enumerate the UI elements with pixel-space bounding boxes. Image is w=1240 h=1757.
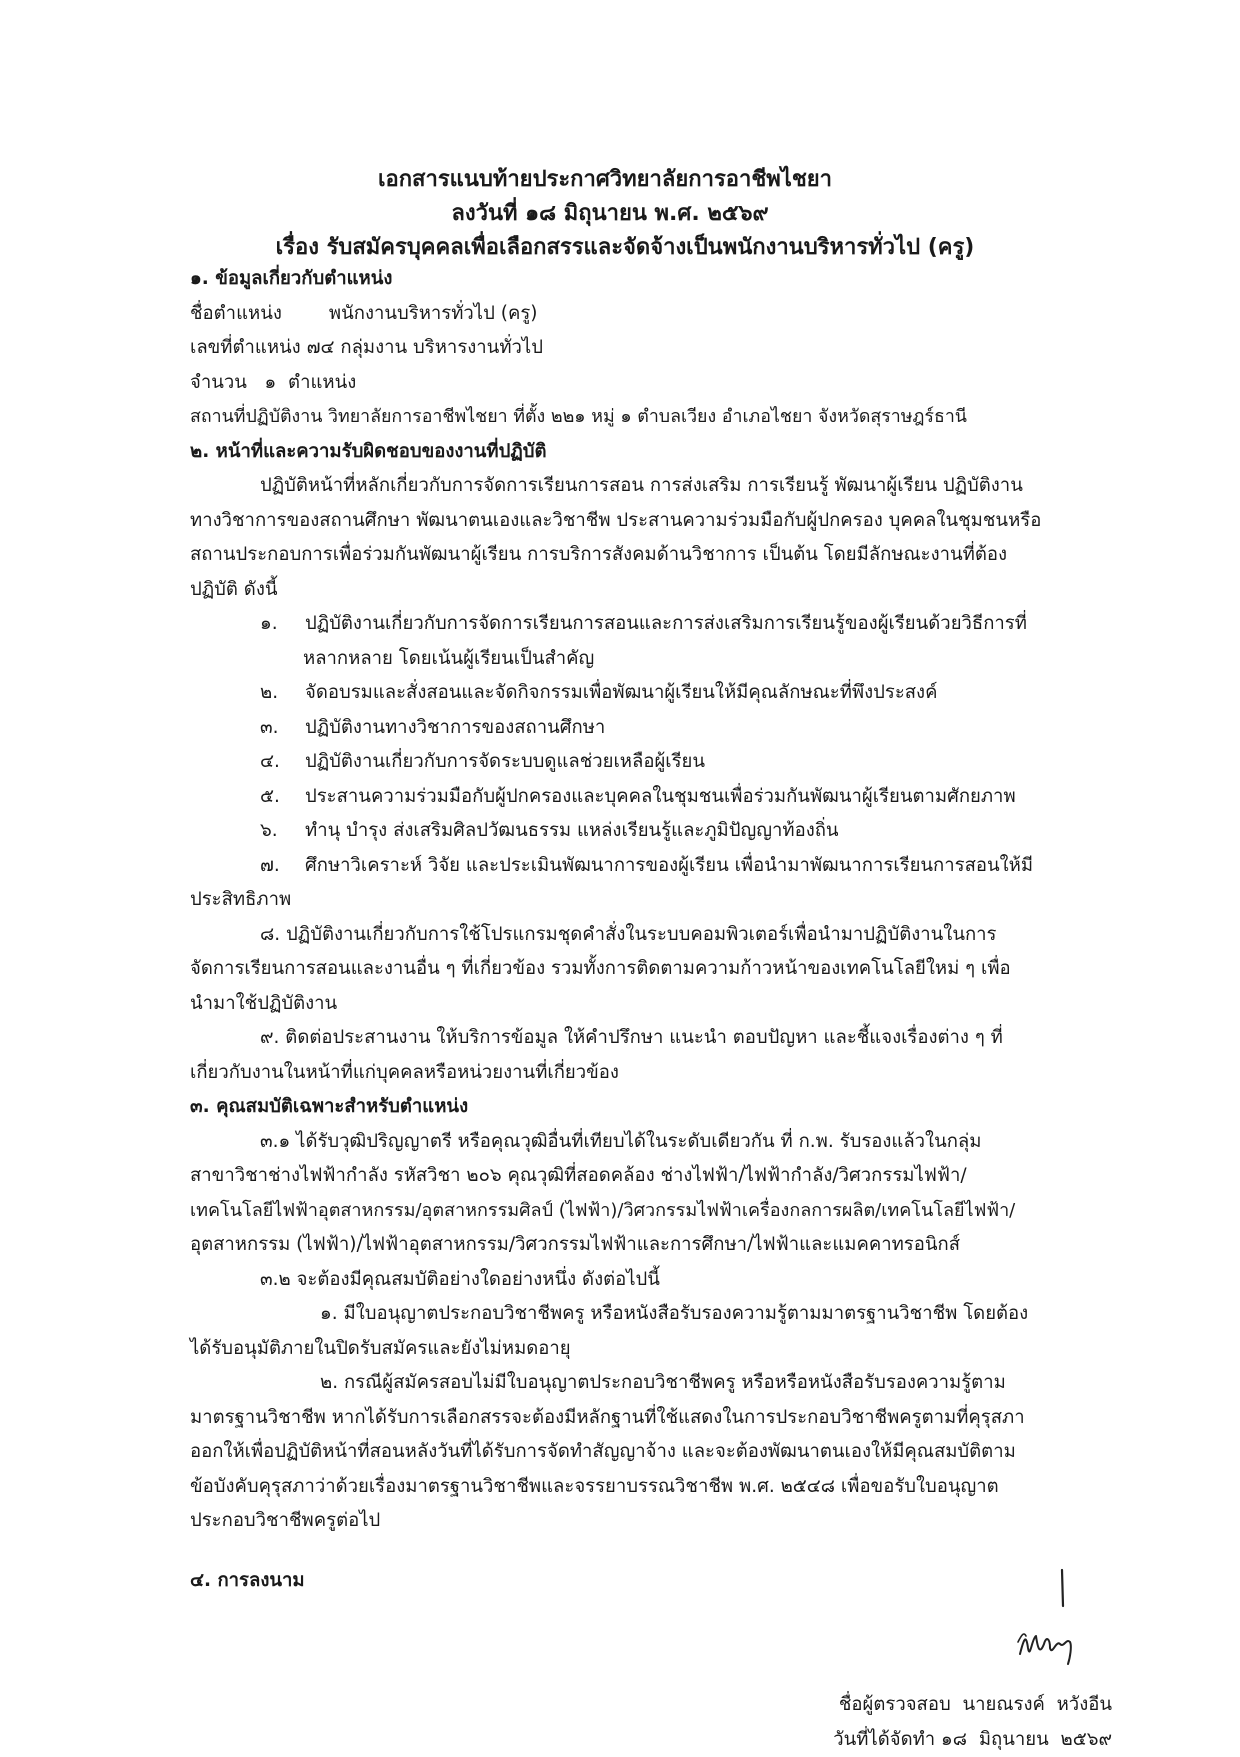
document-body: [190, 262, 1115, 1539]
workplace: สถานที่ปฏิบัติงาน วิทยาลัยการอาชีพไชยา ที่ตั้ง ๒๒๑ หมู่ ๑ ตำบลเวียง อำเภอไชยา จังหวัดสุราษฎร์ธานี: [190, 400, 1115, 435]
duty-item: [190, 676, 1115, 711]
qualification-3-2-2-line: ออกให้เพื่อปฏิบัติหน้าที่สอนหลังวันที่ได้รับการจัดทำสัญญาจ้าง และจะต้องพัฒนาตนเองให้มีคุณสมบัติตาม: [190, 1435, 1115, 1470]
duty-item: [190, 711, 1115, 746]
qualification-3-2-2-line: มาตรฐานวิชาชีพ หากได้รับการเลือกสรรจะต้องมีหลักฐานที่ใช้แสดงในการประกอบวิชาชีพครูตามที่คุรุสภา: [190, 1401, 1115, 1436]
section2-heading: ๒. หน้าที่และความรับผิดชอบของงานที่ปฏิบัติ: [190, 435, 1115, 470]
position-quantity: จำนวน ๑ ตำแหน่ง: [190, 366, 1115, 401]
signature-block: [0, 1568, 1240, 1748]
section4-heading: ๔. การลงนาม: [190, 1564, 305, 1599]
duty-item: [190, 780, 1115, 815]
section2-intro-line: ปฏิบัติ ดังนี้: [190, 573, 1115, 608]
duty-item-text: ศึกษาวิเคราะห์ วิจัย และประเมินพัฒนาการของผู้เรียน เพื่อนำมาพัฒนาการเรียนการสอนให้มี: [305, 849, 1033, 884]
duty-item-text: ปฏิบัติงานทางวิชาการของสถานศึกษา: [305, 711, 605, 746]
duty-item: [190, 607, 1115, 642]
duty-item8-line: จัดการเรียนการสอนและงานอื่น ๆ ที่เกี่ยวข้อง รวมทั้งการติดตามความก้าวหน้าของเทคโนโลยีใหม่ ๆ เพื่อ: [190, 952, 1115, 987]
duty-item-text: ทำนุ บำรุง ส่งเสริมศิลปวัฒนธรรม แหล่งเรียนรู้และภูมิปัญญาท้องถิ่น: [305, 814, 839, 849]
duty-item9-line: ๙. ติดต่อประสานงาน ให้บริการข้อมูล ให้คำปรึกษา แนะนำ ตอบปัญหา และชี้แจงเรื่องต่าง ๆ ที่: [190, 1021, 1115, 1056]
header-date: ลงวันที่ ๑๘ มิถุนายน พ.ศ. ๒๕๖๙: [0, 197, 1240, 231]
duty-item-continuation: ประสิทธิภาพ: [190, 883, 1115, 918]
prepared-date: วันที่ได้จัดทำ ๑๘ มิถุนายน ๒๕๖๙: [833, 1723, 1112, 1757]
signature-details: [833, 1688, 1112, 1757]
checker-name: ชื่อผู้ตรวจสอบ นายณรงค์ หวังอีน: [833, 1688, 1112, 1723]
qualification-3-1-line: สาขาวิชาช่างไฟฟ้ากำลัง รหัสวิชา ๒๐๖ คุณวุฒิที่สอดคล้อง ช่างไฟฟ้า/ไฟฟ้ากำลัง/วิศวกรรมไฟฟ้า/: [190, 1159, 1115, 1194]
position-name: ชื่อตำแหน่ง พนักงานบริหารทั่วไป (ครู): [190, 297, 1115, 332]
section2-intro-line: สถานประกอบการเพื่อร่วมกันพัฒนาผู้เรียน การบริการสังคมด้านวิชาการ เป็นต้น โดยมีลักษณะงานที่ต้อง: [190, 538, 1115, 573]
duty-item8-line: ๘. ปฏิบัติงานเกี่ยวกับการใช้โปรแกรมชุดคำสั่งในระบบคอมพิวเตอร์เพื่อนำมาปฏิบัติงานในการ: [190, 918, 1115, 953]
qualification-3-2-1-line: ๑. มีใบอนุญาตประกอบวิชาชีพครู หรือหนังสือรับรองความรู้ตามมาตรฐานวิชาชีพ โดยต้อง: [190, 1297, 1115, 1332]
duty-item-number: ๓.: [190, 711, 305, 746]
duty-item-text: ประสานความร่วมมือกับผู้ปกครองและบุคคลในชุมชนเพื่อร่วมกันพัฒนาผู้เรียนตามศักยภาพ: [305, 780, 1016, 815]
duty-item-number: ๖.: [190, 814, 305, 849]
position-number: เลขที่ตำแหน่ง ๗๔ กลุ่มงาน บริหารงานทั่วไป: [190, 331, 1115, 366]
qualification-3-2-2-line: ประกอบวิชาชีพครูต่อไป: [190, 1504, 1115, 1539]
duty-item9-line: เกี่ยวกับงานในหน้าที่แก่บุคคลหรือหน่วยงานที่เกี่ยวข้อง: [190, 1056, 1115, 1091]
duty-item-number: ๑.: [190, 607, 305, 642]
qualification-3-2-2-line: ๒. กรณีผู้สมัครสอบไม่มีใบอนุญาตประกอบวิชาชีพครู หรือหรือหนังสือรับรองความรู้ตาม: [190, 1366, 1115, 1401]
section2-intro-line: ทางวิชาการของสถานศึกษา พัฒนาตนเองและวิชาชีพ ประสานความร่วมมือกับผู้ปกครอง บุคคลในชุมชนหรือ: [190, 504, 1115, 539]
section1-heading: ๑. ข้อมูลเกี่ยวกับตำแหน่ง: [190, 262, 1115, 297]
qualification-3-1-line: เทคโนโลยีไฟฟ้าอุตสาหกรรม/อุตสาหกรรมศิลป์ (ไฟฟ้า)/วิศวกรรมไฟฟ้าเครื่องกลการผลิต/เทคโนโลยีไฟฟ้า/: [190, 1194, 1115, 1229]
qualification-3-2-1-line: ได้รับอนุมัติภายในปิดรับสมัครและยังไม่หมดอายุ: [190, 1332, 1115, 1367]
duty-item-number: ๒.: [190, 676, 305, 711]
duty-item: [190, 814, 1115, 849]
document-header: [0, 163, 1240, 265]
handwritten-signature: [1010, 1568, 1090, 1678]
qualification-3-1-line: ๓.๑ ได้รับวุฒิปริญญาตรี หรือคุณวุฒิอื่นที่เทียบได้ในระดับเดียวกัน ที่ ก.พ. รับรองแล้วในกลุ่ม: [190, 1125, 1115, 1160]
duty-item-text: ปฏิบัติงานเกี่ยวกับการจัดระบบดูแลช่วยเหลือผู้เรียน: [305, 745, 705, 780]
duty-item-number: ๕.: [190, 780, 305, 815]
duty-item: [190, 745, 1115, 780]
qualification-3-2-2-line: ข้อบังคับคุรุสภาว่าด้วยเรื่องมาตรฐานวิชาชีพและจรรยาบรรณวิชาชีพ พ.ศ. ๒๕๔๘ เพื่อขอรับใบอนุญาต: [190, 1470, 1115, 1505]
header-title: เอกสารแนบท้ายประกาศวิทยาลัยการอาชีพไชยา: [0, 163, 1240, 197]
header-subject: เรื่อง รับสมัครบุคคลเพื่อเลือกสรรและจัดจ้างเป็นพนักงานบริหารทั่วไป (ครู): [10, 231, 1240, 265]
duty-item8-line: นำมาใช้ปฏิบัติงาน: [190, 987, 1115, 1022]
duty-item-continuation: หลากหลาย โดยเน้นผู้เรียนเป็นสำคัญ: [190, 642, 1115, 677]
duty-item-number: ๔.: [190, 745, 305, 780]
duty-item-text: ปฏิบัติงานเกี่ยวกับการจัดการเรียนการสอนและการส่งเสริมการเรียนรู้ของผู้เรียนด้วยวิธีการที่: [305, 607, 1027, 642]
section3-heading: ๓. คุณสมบัติเฉพาะสำหรับตำแหน่ง: [190, 1090, 1115, 1125]
qualification-3-1-line: อุตสาหกรรม (ไฟฟ้า)/ไฟฟ้าอุตสาหกรรม/วิศวกรรมไฟฟ้าและการศึกษา/ไฟฟ้าและแมคคาทรอนิกส์: [190, 1228, 1115, 1263]
duty-item-number: ๗.: [190, 849, 305, 884]
qualification-3-2: ๓.๒ จะต้องมีคุณสมบัติอย่างใดอย่างหนึ่ง ดังต่อไปนี้: [190, 1263, 1115, 1298]
duty-item-text: จัดอบรมและสั่งสอนและจัดกิจกรรมเพื่อพัฒนาผู้เรียนให้มีคุณลักษณะที่พึงประสงค์: [305, 676, 937, 711]
duty-item: [190, 849, 1115, 884]
section2-intro-line: ปฏิบัติหน้าที่หลักเกี่ยวกับการจัดการเรียนการสอน การส่งเสริม การเรียนรู้ พัฒนาผู้เรียน ปฏิบัติงาน: [190, 469, 1115, 504]
